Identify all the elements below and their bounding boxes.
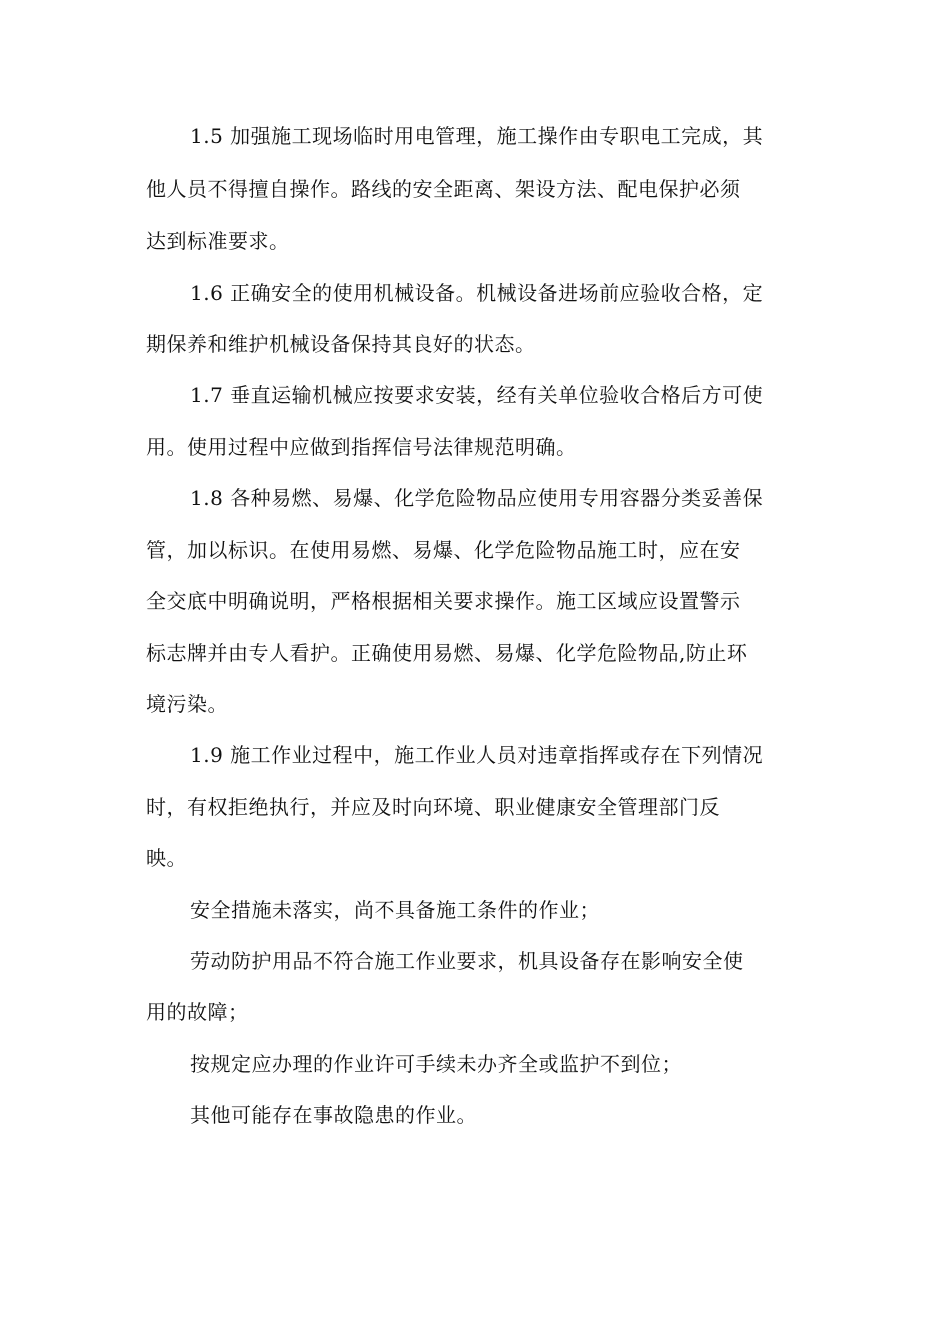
paragraph-1-8-line-3: 全交底中明确说明，严格根据相关要求操作。施工区域应设置警示 xyxy=(146,589,741,613)
paragraph-1-8-line-2: 管，加以标识。在使用易燃、易爆、化学危险物品施工时，应在安 xyxy=(146,538,741,562)
list-item-work-permit: 按规定应办理的作业许可手续未办齐全或监护不到位； xyxy=(190,1052,682,1076)
paragraph-1-8-line-5: 境污染。 xyxy=(146,692,228,716)
paragraph-1-7-line-2: 用。使用过程中应做到指挥信号法律规范明确。 xyxy=(146,435,577,459)
list-item-protective-equipment-line-1: 劳动防护用品不符合施工作业要求，机具设备存在影响安全使 xyxy=(190,949,744,973)
paragraph-1-9-line-1: 1.9 施工作业过程中，施工作业人员对违章指挥或存在下列情况 xyxy=(190,743,764,767)
paragraph-1-7-line-1: 1.7 垂直运输机械应按要求安装，经有关单位验收合格后方可使 xyxy=(190,383,764,407)
paragraph-1-6-line-2: 期保养和维护机械设备保持其良好的状态。 xyxy=(146,332,536,356)
list-item-other-hazards: 其他可能存在事故隐患的作业。 xyxy=(190,1103,477,1127)
paragraph-1-5-line-2: 他人员不得擅自操作。路线的安全距离、架设方法、配电保护必须 xyxy=(146,177,741,201)
paragraph-1-6-line-1: 1.6 正确安全的使用机械设备。机械设备进场前应验收合格，定 xyxy=(190,281,764,305)
paragraph-1-5-line-1: 1.5 加强施工现场临时用电管理，施工操作由专职电工完成，其 xyxy=(190,124,764,148)
paragraph-1-5-line-3: 达到标准要求。 xyxy=(146,229,290,253)
list-item-protective-equipment-line-2: 用的故障； xyxy=(146,1000,249,1024)
paragraph-1-9-line-2: 时，有权拒绝执行，并应及时向环境、职业健康安全管理部门反 xyxy=(146,795,720,819)
paragraph-1-8-line-4: 标志牌并由专人看护。正确使用易燃、易爆、化学危险物品,防止环 xyxy=(146,641,748,665)
paragraph-1-8-line-1: 1.8 各种易燃、易爆、化学危险物品应使用专用容器分类妥善保 xyxy=(190,486,764,510)
list-item-safety-measures: 安全措施未落实，尚不具备施工条件的作业； xyxy=(190,898,600,922)
paragraph-1-9-line-3: 映。 xyxy=(146,846,187,870)
